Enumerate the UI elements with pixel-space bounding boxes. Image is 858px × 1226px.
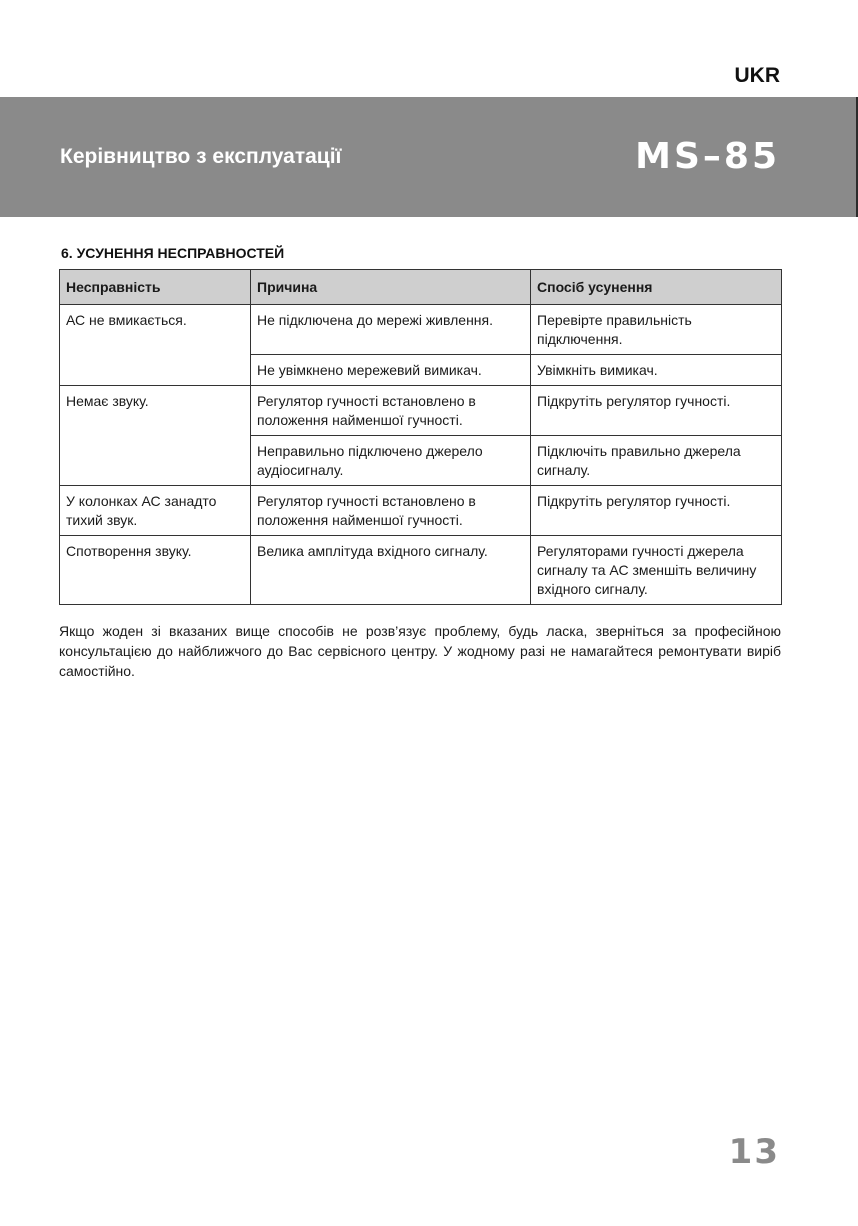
fault-cell: АС не вмикається. <box>60 305 251 386</box>
remedy-cell: Підкрутіть регулятор гучності. <box>531 486 782 536</box>
page-number: 13 <box>728 1132 780 1172</box>
remedy-cell: Підключіть правильно джерела сигналу. <box>531 436 782 486</box>
table-row <box>60 486 782 536</box>
table-row <box>60 386 782 436</box>
cause-cell: Не увімкнено мережевий вимикач. <box>251 355 531 386</box>
remedy-cell: Підкрутіть регулятор гучності. <box>531 386 782 436</box>
column-header-remedy: Спосіб усунення <box>531 270 782 305</box>
cause-cell: Регулятор гучності встановлено в положення найменшої гучності. <box>251 386 531 436</box>
table-row <box>60 536 782 605</box>
fault-cell: Спотворення звуку. <box>60 536 251 605</box>
troubleshooting-table <box>59 269 782 605</box>
cause-cell: Не підключена до мережі живлення. <box>251 305 531 355</box>
cause-cell: Неправильно підключено джерело аудіосигналу. <box>251 436 531 486</box>
language-code: UKR <box>734 64 780 87</box>
section-heading: 6. УСУНЕННЯ НЕСПРАВНОСТЕЙ <box>61 245 285 261</box>
remedy-cell: Регуляторами гучності джерела сигналу та АС зменшіть величину вхідного сигналу. <box>531 536 782 605</box>
table-header-row <box>60 270 782 305</box>
fault-cell: Немає звуку. <box>60 386 251 486</box>
column-header-cause: Причина <box>251 270 531 305</box>
column-header-fault: Несправність <box>60 270 251 305</box>
table-row <box>60 305 782 355</box>
cause-cell: Регулятор гучності встановлено в положення найменшої гучності. <box>251 486 531 536</box>
manual-title: Керівництво з експлуатації <box>60 145 342 168</box>
model-name: MS–85 <box>635 136 780 177</box>
remedy-cell: Увімкніть вимикач. <box>531 355 782 386</box>
remedy-cell: Перевірте правильність підключення. <box>531 305 782 355</box>
service-note: Якщо жоден зі вказаних вище способів не розв’язує проблему, будь ласка, зверніться за професійною консультацією до найближчого до Вас сервісного центру. У жодному разі не намагайтеся ремонтувати виріб самостійно. <box>59 623 781 679</box>
cause-cell: Велика амплітуда вхідного сигналу. <box>251 536 531 605</box>
fault-cell: У колонках АС занадто тихий звук. <box>60 486 251 536</box>
